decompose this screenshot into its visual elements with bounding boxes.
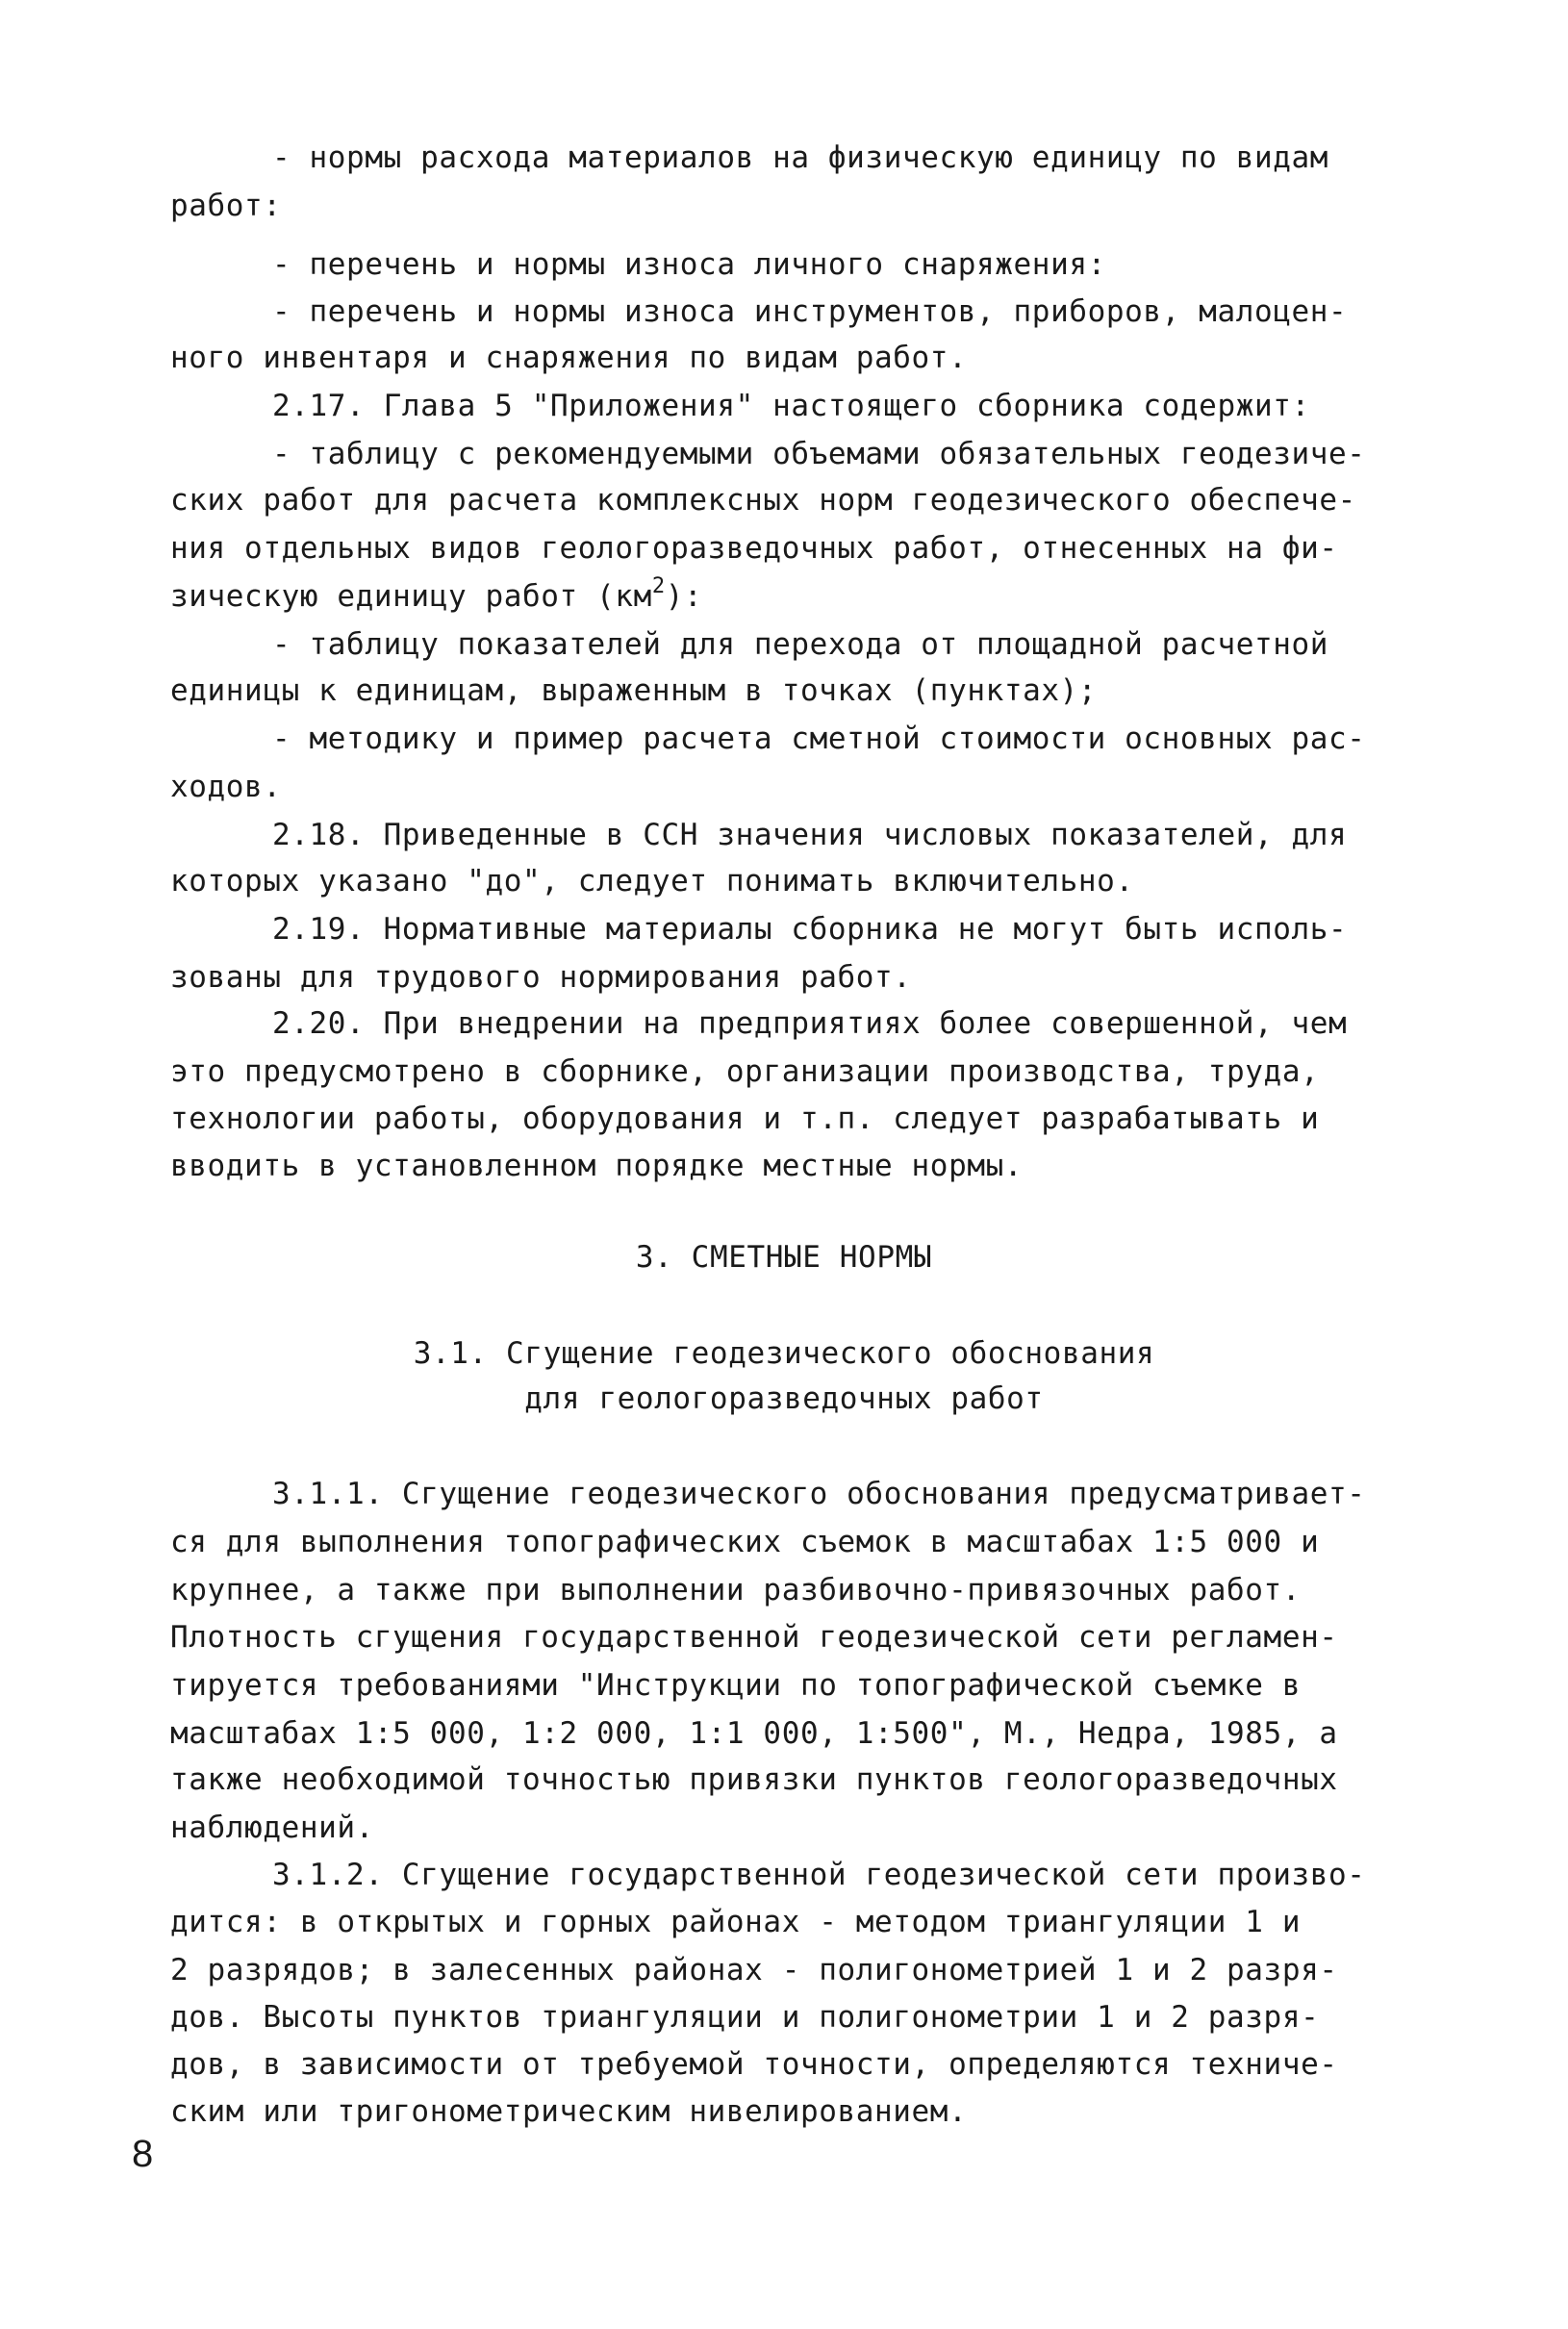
text-line: также необходимой точностью привязки пунктов геологоразведочных (170, 1762, 1338, 1797)
subsection-title-line-1: 3.1. Сгущение геодезического обоснования (413, 1336, 1155, 1371)
section-title: 3. СМЕТНЫЕ НОРМЫ (635, 1240, 933, 1275)
km-superscript: 2 (651, 574, 666, 598)
text-line: 2.19. Нормативные материалы сборника не могут быть исполь- (272, 912, 1348, 947)
text-line: ским или тригонометрическим нивелированием. (170, 2094, 968, 2129)
text-line: - таблицу с рекомендуемыми объемами обязательных геодезиче- (272, 437, 1366, 471)
text-line: 3.1.2. Сгущение государственной геодезической сети произво- (272, 1858, 1366, 1892)
text-line: вводить в установленном порядке местные нормы. (170, 1149, 1024, 1183)
text-line: 3.1.1. Сгущение геодезического обоснования предусматривает- (272, 1477, 1366, 1511)
text-line (170, 574, 703, 616)
text-line: 2.20. При внедрении на предприятиях более совершенной, чем (272, 1006, 1348, 1041)
text-line: это предусмотрено в сборнике, организации производства, труда, (170, 1054, 1320, 1089)
text-line: дится: в открытых и горных районах - методом триангуляции 1 и (170, 1905, 1302, 1939)
text-line: зованы для трудового нормирования работ. (170, 960, 912, 995)
text-line: - перечень и нормы износа личного снаряжения: (272, 247, 1106, 282)
text-line: дов, в зависимости от требуемой точности, определяются техниче- (170, 2047, 1338, 2082)
text-line: технологии работы, оборудования и т.п. следует разрабатывать и (170, 1101, 1320, 1136)
km-tail: ): (665, 579, 703, 614)
text-line: которых указано "до", следует понимать включительно. (170, 864, 1134, 899)
text-line: - методику и пример расчета сметной стоимости основных рас- (272, 721, 1366, 756)
text-line: дов. Высоты пунктов триангуляции и полигонометрии 1 и 2 разря- (170, 2000, 1320, 2035)
text-line: единицы к единицам, выраженным в точках (пунктах); (170, 673, 1098, 708)
text-line: ходов. (170, 770, 282, 804)
km-prefix: зическую единицу работ (км (170, 579, 652, 614)
text-line: ния отдельных видов геологоразведочных работ, отнесенных на фи- (170, 531, 1338, 566)
text-line: - таблицу показателей для перехода от площадной расчетной (272, 627, 1329, 662)
text-line: ного инвентаря и снаряжения по видам работ. (170, 341, 968, 375)
text-line: крупнее, а также при выполнении разбивочно-привязочных работ. (170, 1573, 1302, 1608)
text-line: масштабах 1:5 000, 1:2 000, 1:1 000, 1:500", М., Недра, 1985, а (170, 1716, 1338, 1751)
text-line: - перечень и нормы износа инструментов, приборов, малоцен- (272, 294, 1348, 329)
text-line: ся для выполнения топографических съемок в масштабах 1:5 000 и (170, 1525, 1320, 1559)
subsection-title-line-2: для геологоразведочных работ (524, 1381, 1044, 1416)
text-line: тируется требованиями "Инструкции по топографической съемке в (170, 1668, 1302, 1703)
text-line: 2.17. Глава 5 "Приложения" настоящего сборника содержит: (272, 389, 1310, 423)
text-line: работ: (170, 189, 282, 223)
text-line: наблюдений. (170, 1810, 374, 1845)
text-line: Плотность сгущения государственной геодезической сети регламен- (170, 1620, 1338, 1655)
text-line: 2.18. Приведенные в ССН значения числовых показателей, для (272, 818, 1348, 852)
text-line: - нормы расхода материалов на физическую единицу по видам (272, 140, 1329, 175)
text-line: 2 разрядов; в залесенных районах - полигонометрией 1 и 2 разря- (170, 1953, 1338, 1987)
text-line: ских работ для расчета комплексных норм геодезического обеспече- (170, 483, 1356, 518)
page-number: 8 (132, 2133, 154, 2175)
